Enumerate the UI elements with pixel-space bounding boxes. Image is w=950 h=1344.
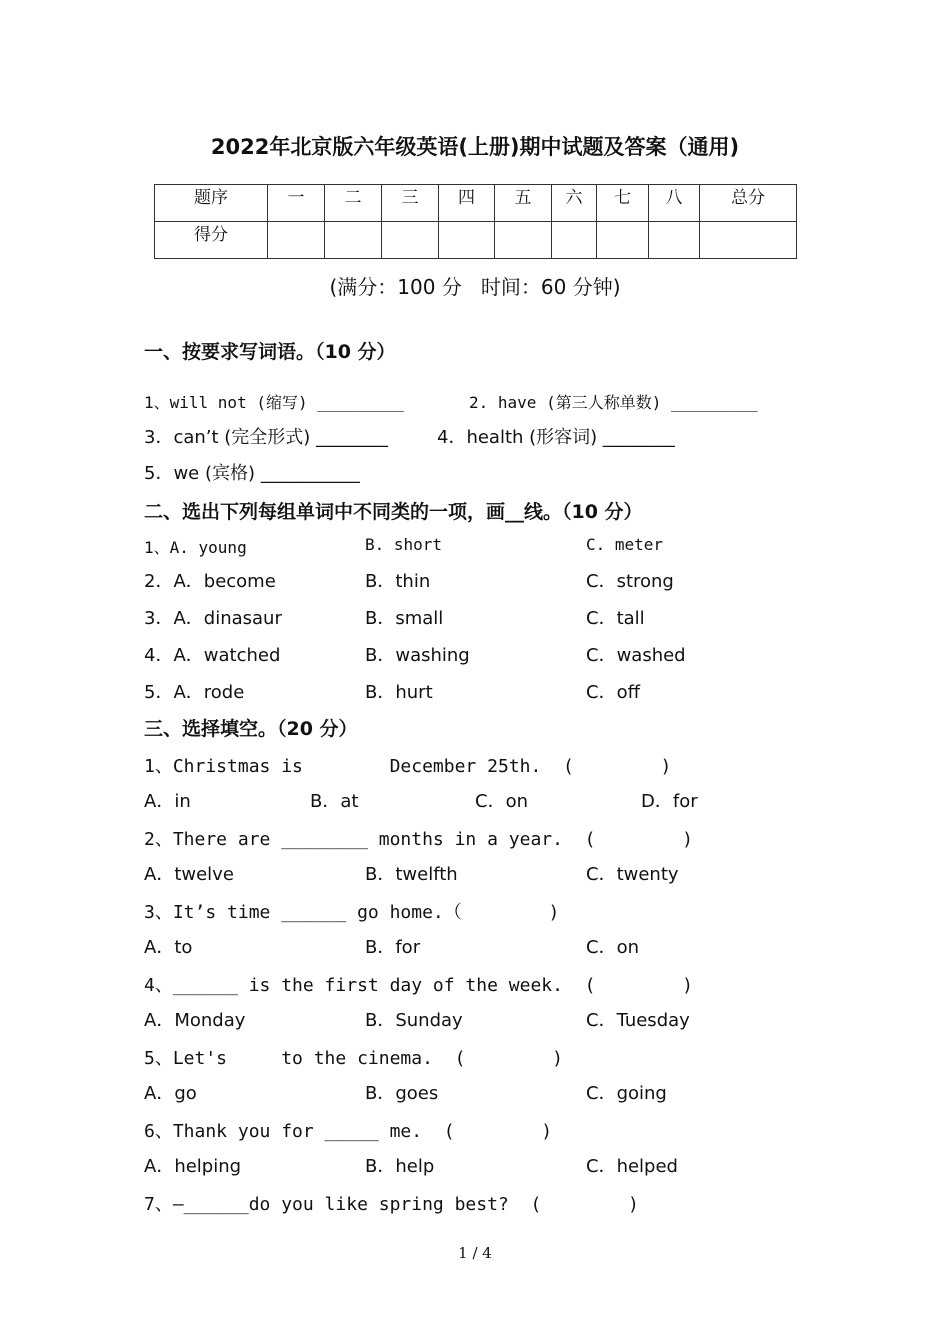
s3-q3-option-a: A．to xyxy=(144,937,193,958)
s3-question-5: 5、Let's to the cinema. ( ) xyxy=(144,1048,563,1069)
score-cell xyxy=(382,222,439,259)
s2-row-3-a: 3．A．dinasaur xyxy=(144,608,282,629)
s2-row-1-a: 1、A. young xyxy=(144,538,247,557)
section-1-heading: 一、按要求写词语。（10 分） xyxy=(144,341,396,363)
header-cell: 一 xyxy=(268,185,325,222)
s2-row-2-b: B．thin xyxy=(365,571,431,592)
header-cell: 六 xyxy=(552,185,597,222)
s2-row-5-a: 5．A．rode xyxy=(144,682,245,703)
s1-question-2: 2. have (第三人称单数) _________ xyxy=(469,393,758,412)
exam-info: (满分：100 分 时间：60 分钟) xyxy=(329,275,621,299)
header-cell: 总分 xyxy=(700,185,797,222)
s1-question-1: 1、will not (缩写) _________ xyxy=(144,393,404,412)
section-2-heading: 二、选出下列每组单词中不同类的一项，画__线。（10 分） xyxy=(144,501,643,523)
s3-q6-option-c: C．helped xyxy=(586,1156,678,1177)
header-cell: 五 xyxy=(495,185,552,222)
s2-row-3-b: B．small xyxy=(365,608,444,629)
score-table xyxy=(154,184,797,259)
header-cell: 三 xyxy=(382,185,439,222)
s3-question-6: 6、Thank you for _____ me. ( ) xyxy=(144,1121,553,1142)
s3-q1-option-a: A．in xyxy=(144,791,191,812)
s3-question-3: 3、It’s time ______ go home.（ ) xyxy=(144,902,560,923)
s2-row-3-c: C．tall xyxy=(586,608,645,629)
s1-question-5: 5．we (宾格) ___________ xyxy=(144,463,360,484)
s3-q4-option-c: C．Tuesday xyxy=(586,1010,690,1031)
score-table-score-row xyxy=(155,222,797,259)
section-3-heading: 三、选择填空。（20 分） xyxy=(144,718,358,740)
s3-q2-option-c: C．twenty xyxy=(586,864,679,885)
score-cell xyxy=(495,222,552,259)
score-cell xyxy=(325,222,382,259)
s3-question-4: 4、______ is the first day of the week. ( ) xyxy=(144,975,694,996)
score-table-header-row xyxy=(155,185,797,222)
header-cell: 四 xyxy=(439,185,495,222)
s3-q1-option-b: B．at xyxy=(310,791,359,812)
s3-question-1: 1、Christmas is December 25th. ( ) xyxy=(144,756,672,777)
s2-row-1-c: C. meter xyxy=(586,535,664,554)
header-cell: 二 xyxy=(325,185,382,222)
score-cell xyxy=(439,222,495,259)
score-cell xyxy=(552,222,597,259)
s2-row-5-c: C．off xyxy=(586,682,640,703)
s2-row-4-a: 4．A．watched xyxy=(144,645,281,666)
s3-q3-option-c: C．on xyxy=(586,937,639,958)
s3-q6-option-a: A．helping xyxy=(144,1156,242,1177)
s2-row-2-a: 2．A．become xyxy=(144,571,276,592)
s3-q2-option-a: A．twelve xyxy=(144,864,234,885)
s3-q4-option-a: A．Monday xyxy=(144,1010,246,1031)
s1-question-3: 3．can’t (完全形式) ________ xyxy=(144,427,389,448)
score-cell xyxy=(700,222,797,259)
s3-q3-option-b: B．for xyxy=(365,937,421,958)
row-label: 得分 xyxy=(155,222,268,259)
s3-q1-option-c: C．on xyxy=(475,791,528,812)
s1-question-4: 4．health (形容词) ________ xyxy=(437,427,675,448)
s2-row-4-b: B．washing xyxy=(365,645,470,666)
score-cell xyxy=(597,222,649,259)
score-cell xyxy=(268,222,325,259)
s3-q5-option-a: A．go xyxy=(144,1083,197,1104)
page-title: 2022年北京版六年级英语(上册)期中试题及答案（通用) xyxy=(210,135,740,159)
score-cell xyxy=(649,222,700,259)
s2-row-5-b: B．hurt xyxy=(365,682,433,703)
s2-row-1-b: B. short xyxy=(365,535,443,554)
s3-q5-option-c: C．going xyxy=(586,1083,667,1104)
s3-q2-option-b: B．twelfth xyxy=(365,864,458,885)
header-cell: 八 xyxy=(649,185,700,222)
header-cell: 题序 xyxy=(155,185,268,222)
s3-q5-option-b: B．goes xyxy=(365,1083,439,1104)
s3-q4-option-b: B．Sunday xyxy=(365,1010,463,1031)
page-number: 1 / 4 xyxy=(458,1244,492,1262)
s3-q1-option-d: D．for xyxy=(641,791,698,812)
header-cell: 七 xyxy=(597,185,649,222)
s3-question-7: 7、—______do you like spring best? ( ) xyxy=(144,1194,639,1215)
s3-q6-option-b: B．help xyxy=(365,1156,435,1177)
s2-row-2-c: C．strong xyxy=(586,571,674,592)
s2-row-4-c: C．washed xyxy=(586,645,686,666)
s3-question-2: 2、There are ________ months in a year. ( ) xyxy=(144,829,694,850)
